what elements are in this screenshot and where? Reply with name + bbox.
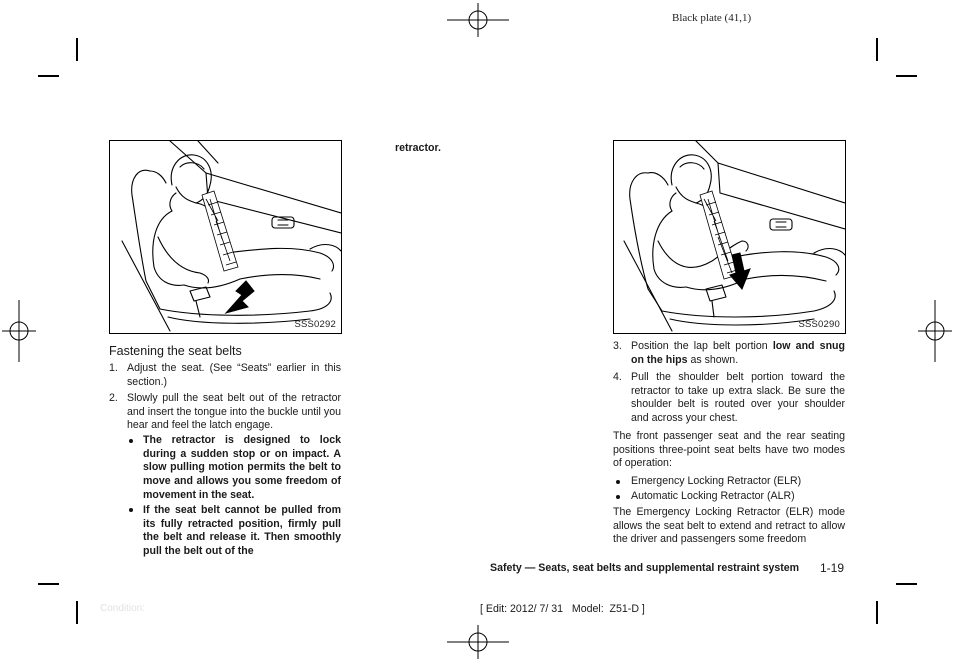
seatbelt-illustration [110,141,341,333]
page-number: 1-19 [820,561,845,575]
footer-section-title: Safety — Seats, seat belts and supplemental restraint system [490,562,800,574]
mode-elr: Emergency Locking Retractor (ELR) [631,475,802,487]
mode-alr: Automatic Locking Retractor (ALR) [631,490,795,502]
step-2-number: 2. [109,392,118,404]
crop-mark-bottom-left-v [76,601,78,624]
step-2-text: Slowly pull the seat belt out of the retractor and insert the tongue into the buckle until you hear and feel the latch engage. [127,392,341,432]
crop-mark-bottom-left-h [38,583,59,585]
note-belt-cannot-pull: If the seat belt cannot be pulled from its fully retracted position, firmly pull the belt and release it. Then smoothly pull the belt out of the [143,504,341,558]
crop-mark-top-right-h [896,75,917,77]
figure-label: SSS0290 [798,319,840,330]
seatbelt-illustration [614,141,845,333]
step-3-text: Position the lap belt portion low and snug on the hips as shown. [631,340,845,366]
figure-label: SSS0292 [294,319,336,330]
step-1-text: Adjust the seat. (See “Seats” earlier in this section.) [127,362,341,388]
step-3-number: 3. [613,340,622,352]
plate-header: Black plate (41,1) [672,12,752,24]
step-4-text: Pull the shoulder belt portion toward the retractor to take up extra slack. Be sure the shoulder belt is routed over your shoulder and across your chest. [631,371,845,425]
registration-mark-bottom [447,625,509,659]
registration-mark-right [918,300,952,362]
bullet-dot [129,439,133,443]
elr-paragraph: The Emergency Locking Retractor (ELR) mode allows the seat belt to extend and retract to allow the driver and passengers some freedom [613,506,845,546]
note-retractor-lock: The retractor is designed to lock during a sudden stop or on impact. A slow pulling motion permits the belt to move and allows you some freedom of movement in the seat. [143,434,341,501]
registration-mark-top [447,3,509,37]
registration-mark-left [2,300,36,362]
crop-mark-bottom-right-h [896,583,917,585]
figure-fastening-belt [109,140,342,334]
condition-label: Condition: [100,603,146,614]
crop-mark-top-left-v [76,38,78,61]
step-4-number: 4. [613,371,622,383]
step-1-number: 1. [109,362,118,374]
modes-paragraph: The front passenger seat and the rear seating positions three-point seat belts have two modes of operation: [613,430,845,470]
crop-mark-top-left-h [38,75,59,77]
section-heading: Fastening the seat belts [109,344,242,358]
edit-info: [ Edit: 2012/ 7/ 31 Model: Z51-D ] [480,603,645,615]
bullet-dot [616,495,620,499]
continuation-text: retractor. [395,142,441,154]
crop-mark-bottom-right-v [876,601,878,624]
bullet-dot [616,480,620,484]
crop-mark-top-right-v [876,38,878,61]
bullet-dot [129,508,133,512]
figure-adjusting-belt [613,140,846,334]
